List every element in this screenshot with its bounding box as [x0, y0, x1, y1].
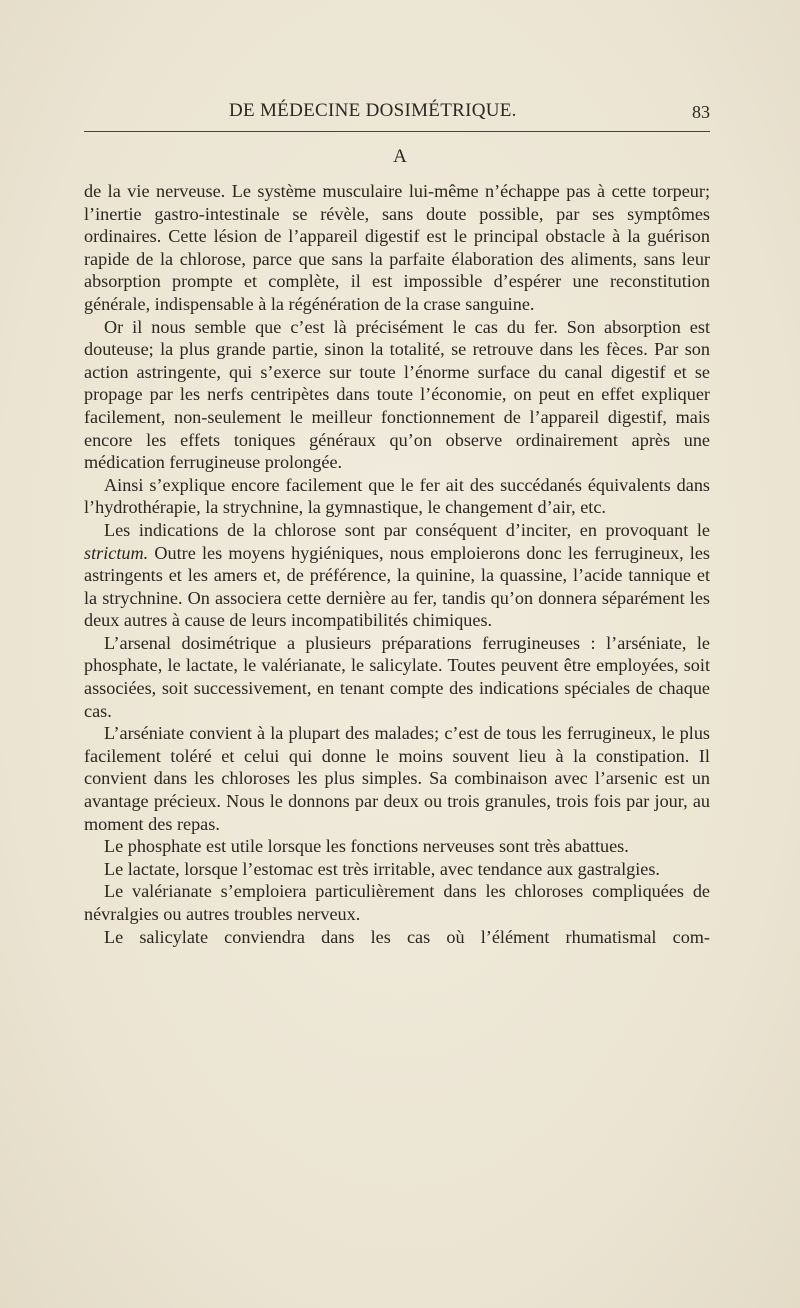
paragraph-6: L’arséniate convient à la plupart des malades; c’est de tous les ferrugineux, le plus facilement toléré et celui qui donne le moins souvent lieu à la constipation. Il convient dans les chloroses les plus simples. Sa combinaison avec l’arsenic est un avantage précieux. Nous le donnons par deux ou trois granules, trois fois par jour, au moment des repas.	[84, 723, 710, 834]
paragraph-5: L’arsenal dosimétrique a plusieurs préparations ferrugineuses : l’arséniate, le phosphate, le lactate, le valérianate, le salicylate. Toutes peuvent être employées, soit associées, soit successivement, en tenant compte des indications spéciales de chaque cas.	[84, 632, 710, 721]
paragraph-8: Le lactate, lorsque l’estomac est très irritable, avec tendance aux gastralgies.	[104, 858, 660, 879]
page-number: 83	[692, 102, 710, 122]
paragraph-7: Le phosphate est utile lorsque les fonctions nerveuses sont très abattues.	[104, 836, 629, 857]
running-header	[84, 98, 714, 128]
paragraph-10: Le salicylate conviendra dans les cas où l’élément rhumatismal com-	[104, 926, 710, 947]
signature-mark: A	[393, 146, 407, 167]
header-rule	[84, 131, 710, 132]
paragraph-4-text-after: Outre les moyens hygiéniques, nous emploierons donc les ferrugineux, les astringents et les amers et, de préférence, la quinine, la quassine, l’acide tannique et la strychnine. On associera cette dernière au fer, tandis qu’on donnera séparément les deux autres à cause de leurs incompatibilités chimiques.	[84, 542, 710, 631]
paragraph-3: Ainsi s’explique encore facilement que le fer ait des succédanés équivalents dans l’hydrothérapie, la strychnine, la gymnastique, le changement d’air, etc.	[84, 474, 710, 518]
paragraph-9: Le valérianate s’emploiera particulièrement dans les chloroses compliquées de névralgies ou autres troubles nerveux.	[84, 881, 710, 924]
paragraph-4-text-before: Les indications de la chlorose sont par conséquent d’inciter, en provoquant le	[104, 519, 710, 540]
body-text	[84, 180, 710, 948]
paragraph-4	[84, 519, 710, 632]
paragraph-4-emphasis: strictum.	[84, 542, 149, 563]
running-title: DE MÉDECINE DOSIMÉTRIQUE.	[229, 100, 517, 121]
paragraph-1: de la vie nerveuse. Le système musculaire lui-même n’échappe pas à cette torpeur; l’inertie gastro-intestinale se révèle, sans doute possible, par ses symptômes ordinaires. Cette lésion de l’appareil digestif est le principal obstacle à la guérison rapide de la chlorose, parce que sans la parfaite élaboration des aliments, sans leur absorption prompte et complète, il est impossible d’espérer une reconstitution générale, indispensable à la régénération de la crase sanguine.	[84, 181, 710, 314]
paragraph-2: Or il nous semble que c’est là précisément le cas du fer. Son absorption est douteuse; la plus grande partie, sinon la totalité, se retrouve dans les fèces. Par son action astringente, qui s’exerce sur toute l’énorme surface du canal digestif et se propage par les nerfs centripètes dans toute l’économie, on peut en effet expliquer facilement, non-seulement le meilleur fonctionnement de l’appareil digestif, mais encore les effets toniques généraux qu’on observe ordinairement après une médication ferrugineuse prolongée.	[84, 316, 710, 473]
